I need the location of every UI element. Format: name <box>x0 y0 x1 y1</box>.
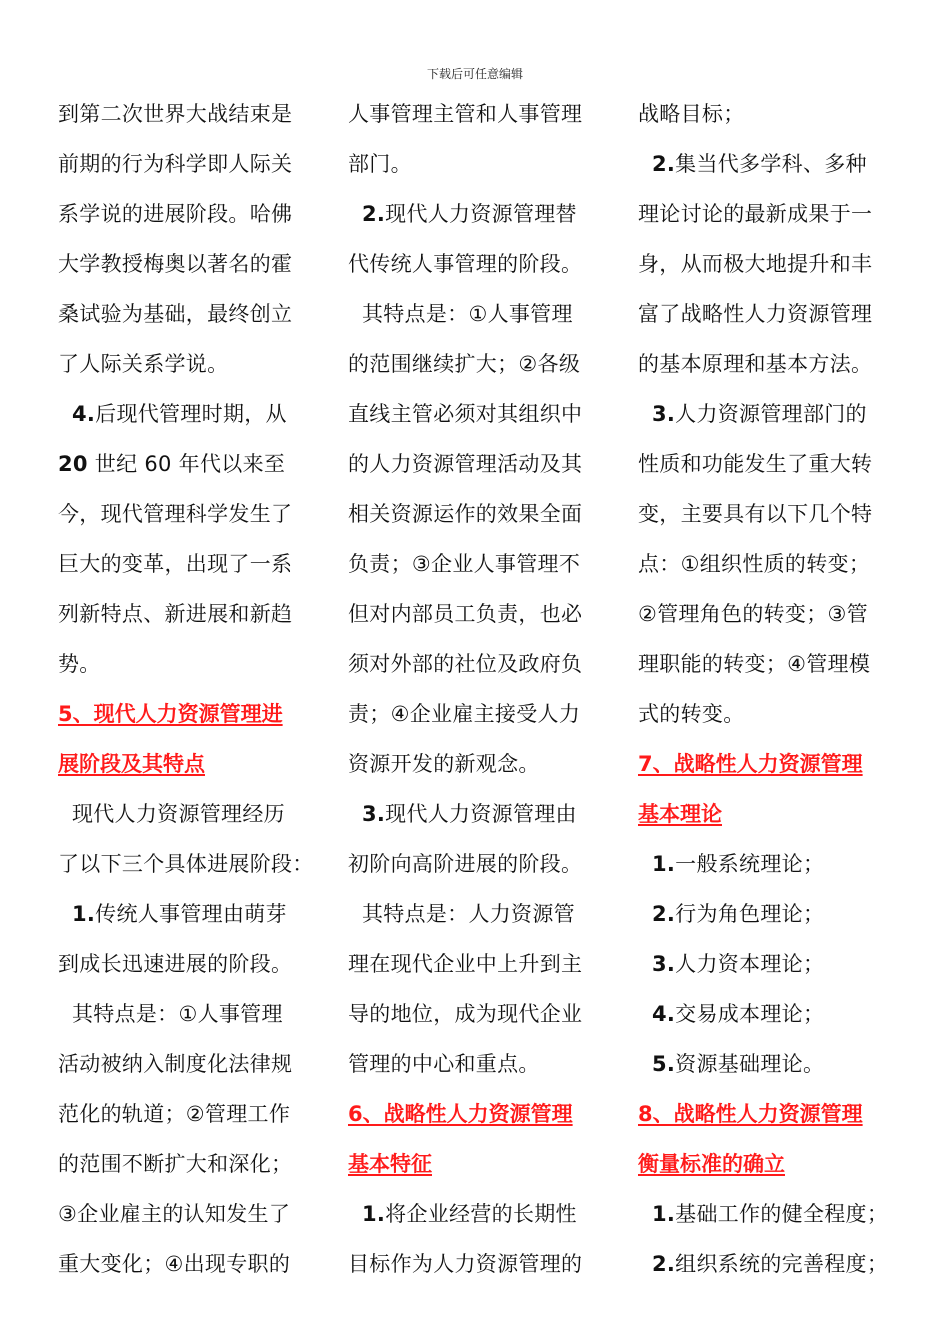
item-number: 5. <box>651 1052 676 1076</box>
item-number: 3. <box>361 802 386 826</box>
text-line <box>58 539 320 589</box>
section-heading-text: 展阶段及其特点 <box>58 752 205 776</box>
line-text: 变，主要具有以下几个特 <box>638 502 873 526</box>
line-text: 人事管理主管和人事管理 <box>348 102 583 126</box>
text-line <box>638 139 896 189</box>
line-text: 导的地位，成为现代企业 <box>348 1002 583 1026</box>
text-line <box>638 239 896 289</box>
text-line <box>638 689 896 739</box>
line-text: 今，现代管理科学发生了 <box>58 502 293 526</box>
item-number: 1. <box>651 852 676 876</box>
text-line <box>58 1139 320 1189</box>
text-line <box>638 339 896 389</box>
text-line <box>348 1039 610 1089</box>
text-column-3 <box>638 89 896 1289</box>
section-heading <box>638 1089 896 1139</box>
text-line <box>58 939 320 989</box>
line-text: 重大变化；④出现专职的 <box>58 1252 291 1276</box>
text-line <box>638 939 896 989</box>
text-line <box>638 1039 896 1089</box>
section-heading-text: 基本理论 <box>638 802 722 826</box>
line-indent <box>348 902 362 926</box>
line-text: 点：①组织性质的转变； <box>638 552 871 576</box>
section-heading <box>348 1089 610 1139</box>
line-text: 了人际关系学说。 <box>58 352 229 376</box>
text-line <box>58 289 320 339</box>
text-line <box>58 989 320 1039</box>
line-text: 势。 <box>58 652 101 676</box>
line-text: 相关资源运作的效果全面 <box>348 502 583 526</box>
line-text: 直线主管必须对其组织中 <box>348 402 583 426</box>
text-line <box>638 989 896 1039</box>
line-text: 范化的轨道；②管理工作 <box>58 1102 291 1126</box>
item-number: 4. <box>651 1002 676 1026</box>
text-line <box>638 539 896 589</box>
line-text: 理论讨论的最新成果于一 <box>638 202 873 226</box>
text-line <box>348 739 610 789</box>
line-text: 后现代管理时期，从 <box>95 402 287 426</box>
line-indent <box>638 1202 652 1226</box>
line-text: 负责；③企业人事管理不 <box>348 552 581 576</box>
line-text: 世纪 60 年代以来至 <box>87 452 286 476</box>
text-line <box>58 789 320 839</box>
line-text: 但对内部员工负责，也必 <box>348 602 583 626</box>
text-line <box>638 289 896 339</box>
text-line <box>348 189 610 239</box>
text-line <box>638 489 896 539</box>
line-text: 现代人力资源管理替 <box>385 202 577 226</box>
text-line <box>638 839 896 889</box>
text-line <box>58 639 320 689</box>
item-number: 3. <box>651 952 676 976</box>
item-number: 2. <box>651 902 676 926</box>
text-line <box>58 139 320 189</box>
text-line <box>58 239 320 289</box>
item-number: 1. <box>71 902 96 926</box>
text-line <box>348 239 610 289</box>
line-text: 现代人力资源管理由 <box>385 802 577 826</box>
text-line <box>348 1239 610 1289</box>
line-text: 其特点是：①人事管理 <box>361 302 573 326</box>
line-text: 到成长迅速进展的阶段。 <box>58 952 293 976</box>
item-number: 2. <box>651 152 676 176</box>
line-text: 集当代多学科、多种 <box>675 152 867 176</box>
text-line <box>348 939 610 989</box>
section-heading-text: 6、战略性人力资源管理 <box>348 1102 573 1126</box>
text-column-1 <box>58 89 320 1289</box>
line-indent <box>638 1252 652 1276</box>
line-text: ②管理角色的转变；③管 <box>638 602 868 626</box>
text-line <box>58 339 320 389</box>
line-text: 前期的行为科学即人际关 <box>58 152 293 176</box>
line-indent <box>638 902 652 926</box>
item-number: 1. <box>361 1202 386 1226</box>
item-number: 3. <box>651 402 676 426</box>
text-column-2 <box>348 89 610 1289</box>
text-line <box>638 639 896 689</box>
line-text: 的范围继续扩大；②各级 <box>348 352 581 376</box>
line-text: 其特点是：①人事管理 <box>71 1002 283 1026</box>
line-text: 的基本原理和基本方法。 <box>638 352 873 376</box>
section-heading <box>638 739 896 789</box>
text-line <box>638 589 896 639</box>
line-text: 系学说的进展阶段。哈佛 <box>58 202 293 226</box>
line-text: 管理的中心和重点。 <box>348 1052 540 1076</box>
text-line <box>58 1239 320 1289</box>
line-text: 将企业经营的长期性 <box>385 1202 577 1226</box>
text-line <box>58 189 320 239</box>
section-heading-text: 衡量标准的确立 <box>638 1152 785 1176</box>
line-text: 桑试验为基础，最终创立 <box>58 302 293 326</box>
line-indent <box>638 402 652 426</box>
line-indent <box>348 202 362 226</box>
section-heading <box>348 1139 610 1189</box>
line-text: 的人力资源管理活动及其 <box>348 452 583 476</box>
line-text: 行为角色理论； <box>675 902 825 926</box>
section-heading <box>638 789 896 839</box>
line-indent <box>348 1202 362 1226</box>
line-text: 列新特点、新进展和新趋 <box>58 602 293 626</box>
line-text: 资源基础理论。 <box>675 1052 825 1076</box>
text-line <box>58 489 320 539</box>
line-text: 人力资本理论； <box>675 952 825 976</box>
line-text: 活动被纳入制度化法律规 <box>58 1052 293 1076</box>
line-text: 代传统人事管理的阶段。 <box>348 252 583 276</box>
text-line <box>638 189 896 239</box>
item-number: 20 <box>58 452 88 476</box>
line-text: 富了战略性人力资源管理 <box>638 302 873 326</box>
line-text: 责；④企业雇主接受人力 <box>348 702 581 726</box>
page-header-note: 下载后可任意编辑 <box>426 67 523 81</box>
text-line <box>348 839 610 889</box>
text-line <box>58 1039 320 1089</box>
line-indent <box>58 402 72 426</box>
line-indent <box>58 802 72 826</box>
section-heading-text: 5、现代人力资源管理进 <box>58 702 283 726</box>
text-line <box>348 639 610 689</box>
text-line <box>638 1239 896 1289</box>
line-text: 大学教授梅奥以著名的霍 <box>58 252 293 276</box>
item-number: 2. <box>361 202 386 226</box>
line-text: 性质和功能发生了重大转 <box>638 452 873 476</box>
text-line <box>348 489 610 539</box>
text-line <box>348 989 610 1039</box>
text-line <box>348 89 610 139</box>
item-number: 4. <box>71 402 96 426</box>
text-line <box>348 389 610 439</box>
text-line <box>58 1089 320 1139</box>
text-line <box>638 439 896 489</box>
line-indent <box>58 902 72 926</box>
text-line <box>58 1189 320 1239</box>
text-line <box>58 839 320 889</box>
line-text: 一般系统理论； <box>675 852 825 876</box>
text-line <box>58 439 320 489</box>
text-line <box>348 1189 610 1239</box>
line-text: 须对外部的社位及政府负 <box>348 652 583 676</box>
line-indent <box>638 952 652 976</box>
line-text: 了以下三个具体进展阶段： <box>58 852 314 876</box>
section-heading <box>58 689 320 739</box>
item-number: 1. <box>651 1202 676 1226</box>
line-text: 目标作为人力资源管理的 <box>348 1252 583 1276</box>
text-line <box>348 439 610 489</box>
line-text: ③企业雇主的认知发生了 <box>58 1202 291 1226</box>
text-line <box>638 889 896 939</box>
line-text: 人力资源管理部门的 <box>675 402 867 426</box>
text-line <box>638 89 896 139</box>
line-text: 组织系统的完善程度； <box>675 1252 889 1276</box>
line-text: 基础工作的健全程度； <box>675 1202 889 1226</box>
text-line <box>348 339 610 389</box>
line-indent <box>58 1002 72 1026</box>
text-line <box>58 89 320 139</box>
line-indent <box>638 152 652 176</box>
text-line <box>348 689 610 739</box>
text-line <box>638 389 896 439</box>
line-text: 战略目标； <box>638 102 745 126</box>
text-line <box>348 289 610 339</box>
section-heading-text: 基本特征 <box>348 1152 432 1176</box>
line-text: 的范围不断扩大和深化； <box>58 1152 293 1176</box>
line-indent <box>638 1052 652 1076</box>
text-line <box>348 589 610 639</box>
line-text: 其特点是：人力资源管 <box>361 902 575 926</box>
text-line <box>58 889 320 939</box>
line-indent <box>638 1002 652 1026</box>
section-heading <box>58 739 320 789</box>
text-line <box>348 889 610 939</box>
line-text: 交易成本理论； <box>675 1002 825 1026</box>
line-text: 初阶向高阶进展的阶段。 <box>348 852 583 876</box>
text-line <box>348 539 610 589</box>
section-heading <box>638 1139 896 1189</box>
text-line <box>348 139 610 189</box>
item-number: 2. <box>651 1252 676 1276</box>
line-text: 巨大的变革，出现了一系 <box>58 552 293 576</box>
text-line <box>58 589 320 639</box>
line-text: 资源开发的新观念。 <box>348 752 540 776</box>
text-line <box>58 389 320 439</box>
text-line <box>638 1189 896 1239</box>
line-indent <box>348 302 362 326</box>
line-text: 部门。 <box>348 152 412 176</box>
line-text: 现代人力资源管理经历 <box>71 802 285 826</box>
line-text: 理职能的转变；④管理模 <box>638 652 871 676</box>
line-text: 身，从而极大地提升和丰 <box>638 252 873 276</box>
text-line <box>348 789 610 839</box>
line-text: 到第二次世界大战结束是 <box>58 102 293 126</box>
line-text: 式的转变。 <box>638 702 745 726</box>
line-indent <box>638 852 652 876</box>
line-indent <box>348 802 362 826</box>
line-text: 传统人事管理由萌芽 <box>95 902 287 926</box>
section-heading-text: 7、战略性人力资源管理 <box>638 752 863 776</box>
line-text: 理在现代企业中上升到主 <box>348 952 583 976</box>
section-heading-text: 8、战略性人力资源管理 <box>638 1102 863 1126</box>
